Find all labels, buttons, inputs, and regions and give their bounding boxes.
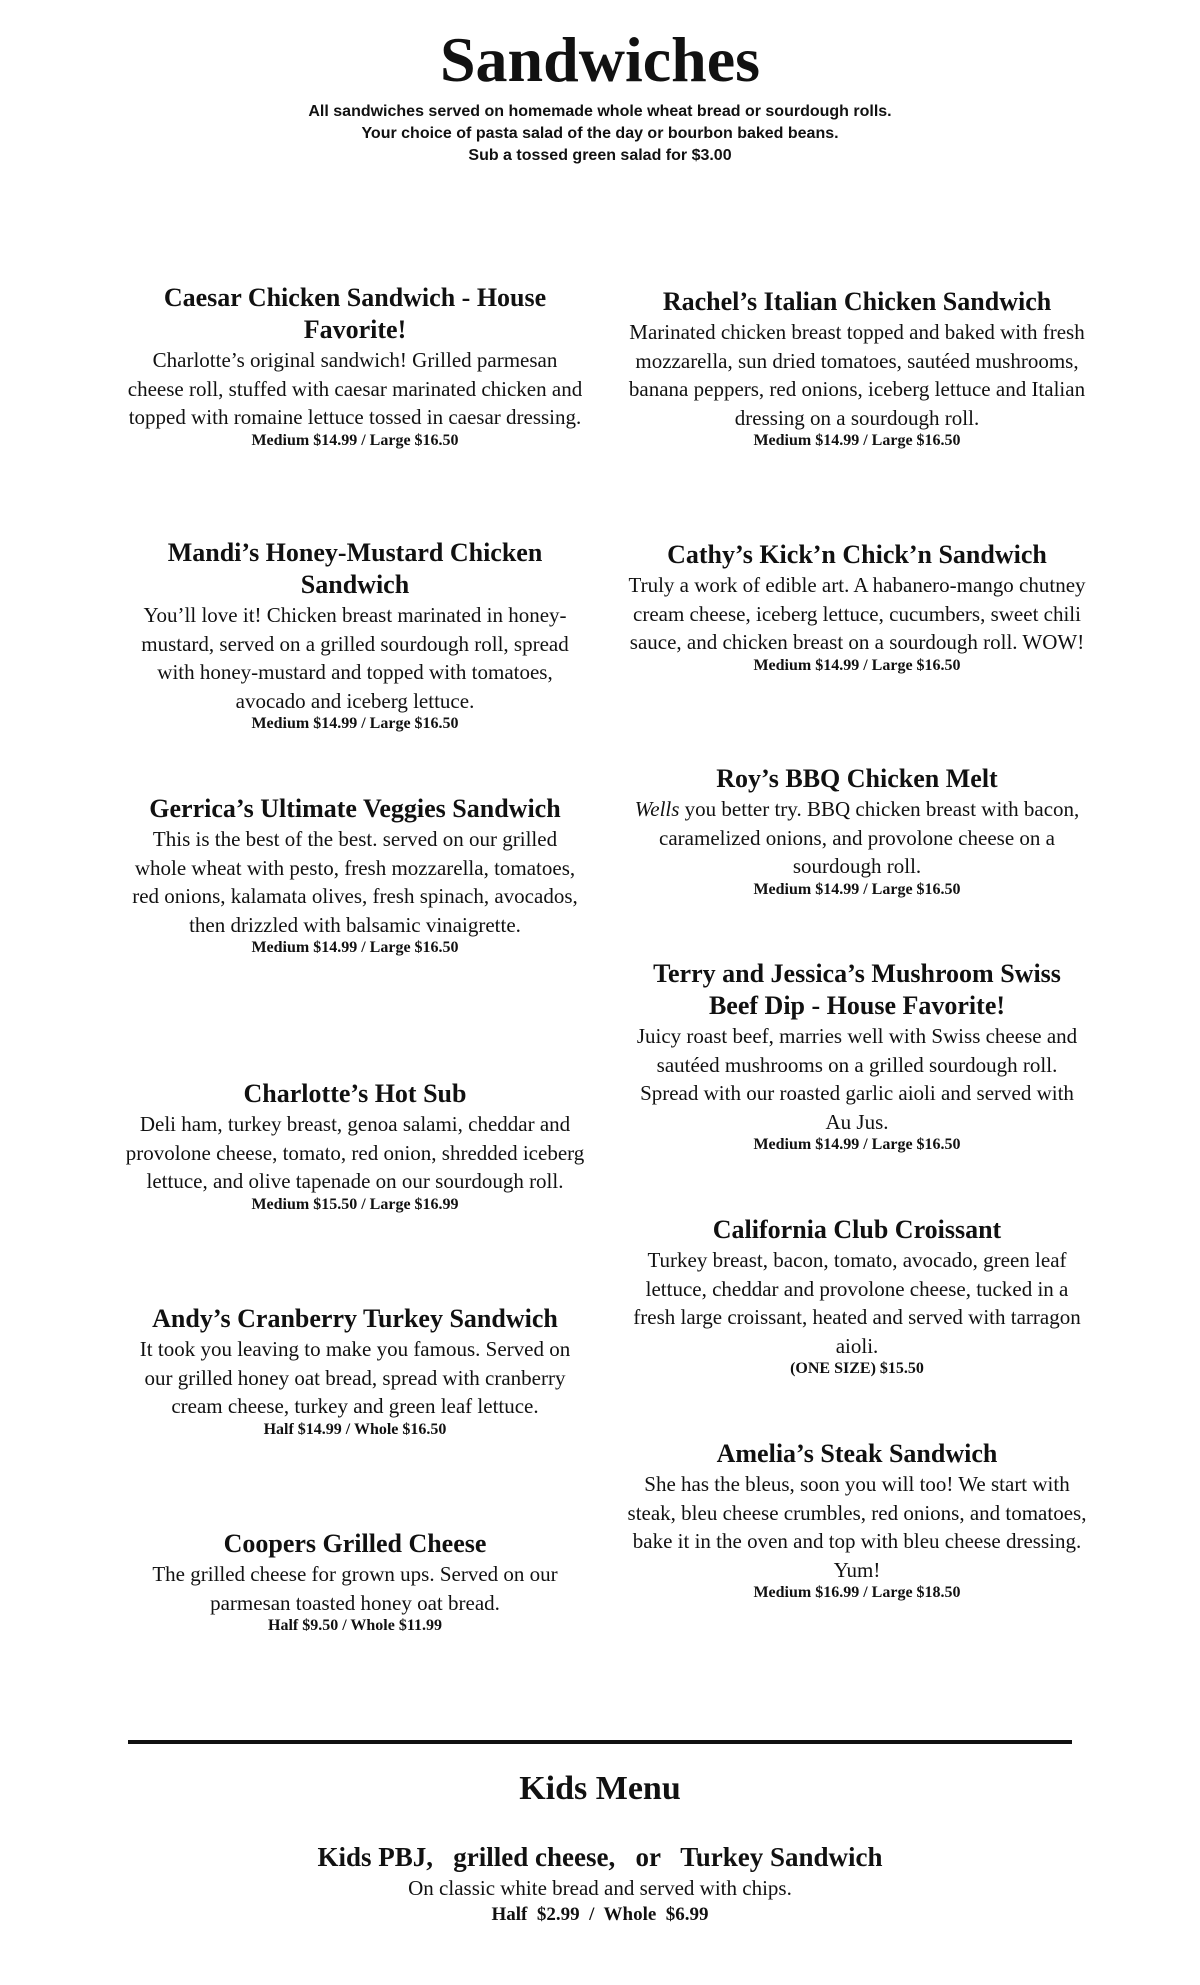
item-name: California Club Croissant <box>712 1215 1002 1244</box>
item-name: Amelia’s Steak Sandwich <box>716 1439 998 1468</box>
item-description-emphasis: Wells <box>634 797 680 821</box>
item-name: Andy’s Cranberry Turkey Sandwich <box>152 1304 558 1333</box>
item-price: Medium $16.99 / Large $18.50 <box>753 1584 961 1601</box>
kids-description: On classic white bread and served with chips. <box>408 1876 792 1900</box>
item-description: Turkey breast, bacon, tomato, avocado, green leaf lettuce, cheddar and provolone cheese, tucked in a fresh large croissant, heated and served with tarragon aioli. <box>633 1248 1081 1358</box>
intro-line: Sub a tossed green salad for $3.00 <box>468 147 732 164</box>
item-price: Medium $14.99 / Large $16.50 <box>251 431 459 449</box>
item-description: You’ll love it! Chicken breast marinated in honey-mustard, served on a grilled sourdough roll, spread with honey-mustard and topped with tomatoes, avocado and iceberg lettuce. <box>141 603 569 713</box>
item-price: Medium $14.99 / Large $16.50 <box>753 1136 961 1153</box>
kids-price: Half $2.99 / Whole $6.99 <box>491 1904 709 1925</box>
menu-item-kickn-chickn <box>627 539 1087 675</box>
item-price: Medium $14.99 / Large $16.50 <box>753 656 961 674</box>
item-price: (ONE SIZE) $15.50 <box>790 1360 924 1377</box>
item-price: Medium $14.99 / Large $16.50 <box>251 715 459 732</box>
menu-item-caesar-chicken <box>125 282 585 450</box>
menu-item-bbq-chicken-melt <box>627 763 1087 899</box>
menu-item-ultimate-veggies <box>125 793 585 957</box>
item-price: Medium $14.99 / Large $16.50 <box>753 880 961 898</box>
menu-item-grilled-cheese <box>125 1528 585 1635</box>
item-description-text: you better try. BBQ chicken breast with bacon, caramelized onions, and provolone cheese on a sourdough roll. <box>659 797 1080 878</box>
menu-item-cranberry-turkey <box>125 1303 585 1439</box>
item-price: Medium $14.99 / Large $16.50 <box>753 432 961 449</box>
kids-options: Kids PBJ, grilled cheese, or Turkey Sandwich <box>317 1842 883 1872</box>
item-description: She has the bleus, soon you will too! We start with steak, bleu cheese crumbles, red onions, and tomatoes, bake it in the oven and top with bleu cheese dressing. Yum! <box>627 1472 1087 1582</box>
item-description: This is the best of the best. served on our grilled whole wheat with pesto, fresh mozzarella, tomatoes, red onions, kalamata olives, fresh spinach, avocados, then drizzled with balsamic vinaigrette. <box>132 827 578 937</box>
item-description: Juicy roast beef, marries well with Swiss cheese and sautéed mushrooms on a grilled sourdough roll. Spread with our roasted garlic aioli and served with Au Jus. <box>636 1024 1078 1134</box>
menu-item-italian-chicken <box>627 286 1087 450</box>
item-description: The grilled cheese for grown ups. Served on our parmesan toasted honey oat bread. <box>152 1562 558 1615</box>
item-price: Half $9.50 / Whole $11.99 <box>268 1617 442 1634</box>
item-name: Roy’s BBQ Chicken Melt <box>716 764 998 793</box>
item-description: It took you leaving to make you famous. Served on our grilled honey oat bread, spread with cranberry cream cheese, turkey and green leaf lettuce. <box>139 1337 571 1418</box>
item-price: Medium $14.99 / Large $16.50 <box>251 939 459 956</box>
intro-line: Your choice of pasta salad of the day or bourbon baked beans. <box>361 125 839 142</box>
kids-menu-item <box>0 1840 1200 1928</box>
menu-item-honey-mustard-chicken <box>125 537 585 733</box>
item-description: Marinated chicken breast topped and baked with fresh mozzarella, sun dried tomatoes, sautéed mushrooms, banana peppers, red onions, iceberg lettuce and Italian dressing on a sourdough roll. <box>628 320 1086 430</box>
menu-item-hot-sub <box>125 1078 585 1214</box>
item-description: Truly a work of edible art. A habanero-mango chutney cream cheese, iceberg lettuce, cucumbers, sweet chili sauce, and chicken breast on a sourdough roll. WOW! <box>628 573 1086 654</box>
section-divider <box>128 1740 1072 1744</box>
item-price: Medium $15.50 / Large $16.99 <box>251 1195 459 1213</box>
item-name: Terry and Jessica’s Mushroom Swiss Beef Dip - House Favorite! <box>653 959 1061 1020</box>
page-title: Sandwiches <box>439 24 761 95</box>
item-description: Charlotte’s original sandwich! Grilled parmesan cheese roll, stuffed with caesar marinated chicken and topped with romaine lettuce tossed in caesar dressing. <box>127 348 583 429</box>
item-description: Deli ham, turkey breast, genoa salami, cheddar and provolone cheese, tomato, red onion, shredded iceberg lettuce, and olive tapenade on our sourdough roll. <box>125 1112 585 1193</box>
item-name: Caesar Chicken Sandwich - House Favorite! <box>163 283 547 344</box>
intro-notes <box>0 101 1200 167</box>
item-name: Mandi’s Honey-Mustard Chicken Sandwich <box>167 538 543 599</box>
item-name: Charlotte’s Hot Sub <box>243 1079 467 1108</box>
item-price: Half $14.99 / Whole $16.50 <box>263 1420 447 1438</box>
intro-line: All sandwiches served on homemade whole wheat bread or sourdough rolls. <box>308 103 892 120</box>
kids-menu-title: Kids Menu <box>519 1770 681 1807</box>
item-name: Gerrica’s Ultimate Veggies Sandwich <box>149 794 561 823</box>
menu-item-mushroom-swiss-beef-dip <box>627 958 1087 1154</box>
item-name: Coopers Grilled Cheese <box>223 1529 487 1558</box>
menu-item-steak-sandwich <box>627 1438 1087 1602</box>
item-description <box>627 795 1087 881</box>
item-name: Cathy’s Kick’n Chick’n Sandwich <box>667 540 1047 569</box>
menu-item-california-club <box>627 1214 1087 1378</box>
item-name: Rachel’s Italian Chicken Sandwich <box>662 287 1052 316</box>
